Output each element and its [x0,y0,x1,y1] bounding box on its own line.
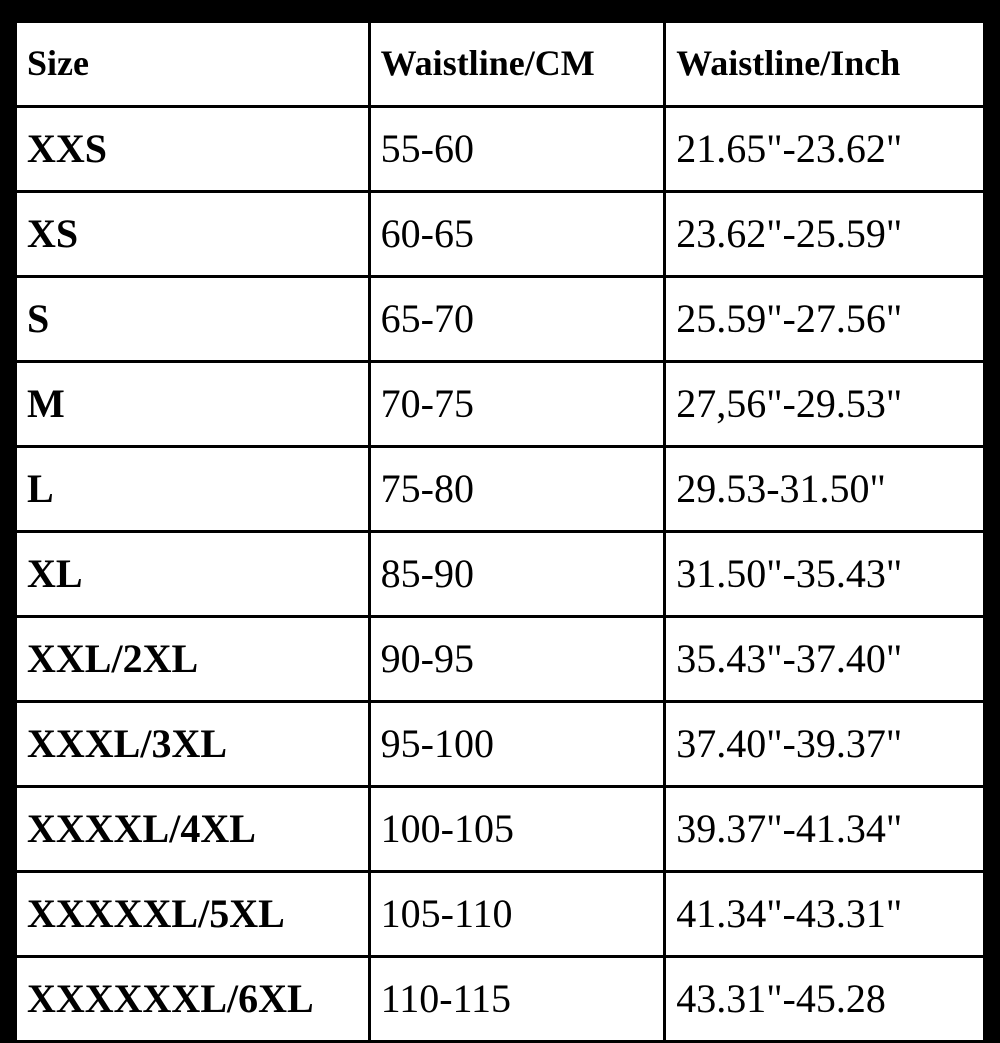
table-row [16,617,985,702]
cell-waistline-inch: 21.65"-23.62" [665,107,985,192]
cell-size: XXXXXXL/6XL [16,957,370,1042]
cell-waistline-inch: 29.53-31.50" [665,447,985,532]
cell-waistline-cm: 60-65 [369,192,665,277]
cell-size: XXXXL/4XL [16,787,370,872]
cell-size: XXS [16,107,370,192]
table-row [16,702,985,787]
table-row [16,447,985,532]
cell-waistline-inch: 35.43"-37.40" [665,617,985,702]
cell-waistline-cm: 100-105 [369,787,665,872]
cell-size: S [16,277,370,362]
table-header-row [16,22,985,107]
cell-waistline-cm: 105-110 [369,872,665,957]
cell-size: XXXL/3XL [16,702,370,787]
table-row [16,107,985,192]
cell-size: XXXXXL/5XL [16,872,370,957]
cell-waistline-cm: 55-60 [369,107,665,192]
cell-waistline-inch: 31.50"-35.43" [665,532,985,617]
size-chart-table [14,20,986,1043]
cell-waistline-cm: 70-75 [369,362,665,447]
cell-waistline-cm: 110-115 [369,957,665,1042]
table-row [16,277,985,362]
cell-size: L [16,447,370,532]
cell-waistline-inch: 43.31"-45.28 [665,957,985,1042]
cell-waistline-inch: 27,56"-29.53" [665,362,985,447]
cell-waistline-inch: 39.37"-41.34" [665,787,985,872]
column-header-waistline-inch: Waistline/Inch [665,22,985,107]
table-row [16,872,985,957]
table-row [16,957,985,1042]
cell-size: XL [16,532,370,617]
table-row [16,787,985,872]
cell-waistline-inch: 37.40"-39.37" [665,702,985,787]
cell-size: XXL/2XL [16,617,370,702]
column-header-size: Size [16,22,370,107]
column-header-waistline-cm: Waistline/CM [369,22,665,107]
table-row [16,362,985,447]
cell-waistline-cm: 90-95 [369,617,665,702]
table-row [16,192,985,277]
cell-waistline-inch: 23.62"-25.59" [665,192,985,277]
cell-waistline-cm: 95-100 [369,702,665,787]
cell-size: M [16,362,370,447]
cell-waistline-cm: 65-70 [369,277,665,362]
table-row [16,532,985,617]
size-chart-container [14,20,986,1021]
cell-waistline-cm: 75-80 [369,447,665,532]
cell-waistline-inch: 41.34"-43.31" [665,872,985,957]
cell-waistline-inch: 25.59"-27.56" [665,277,985,362]
cell-size: XS [16,192,370,277]
cell-waistline-cm: 85-90 [369,532,665,617]
